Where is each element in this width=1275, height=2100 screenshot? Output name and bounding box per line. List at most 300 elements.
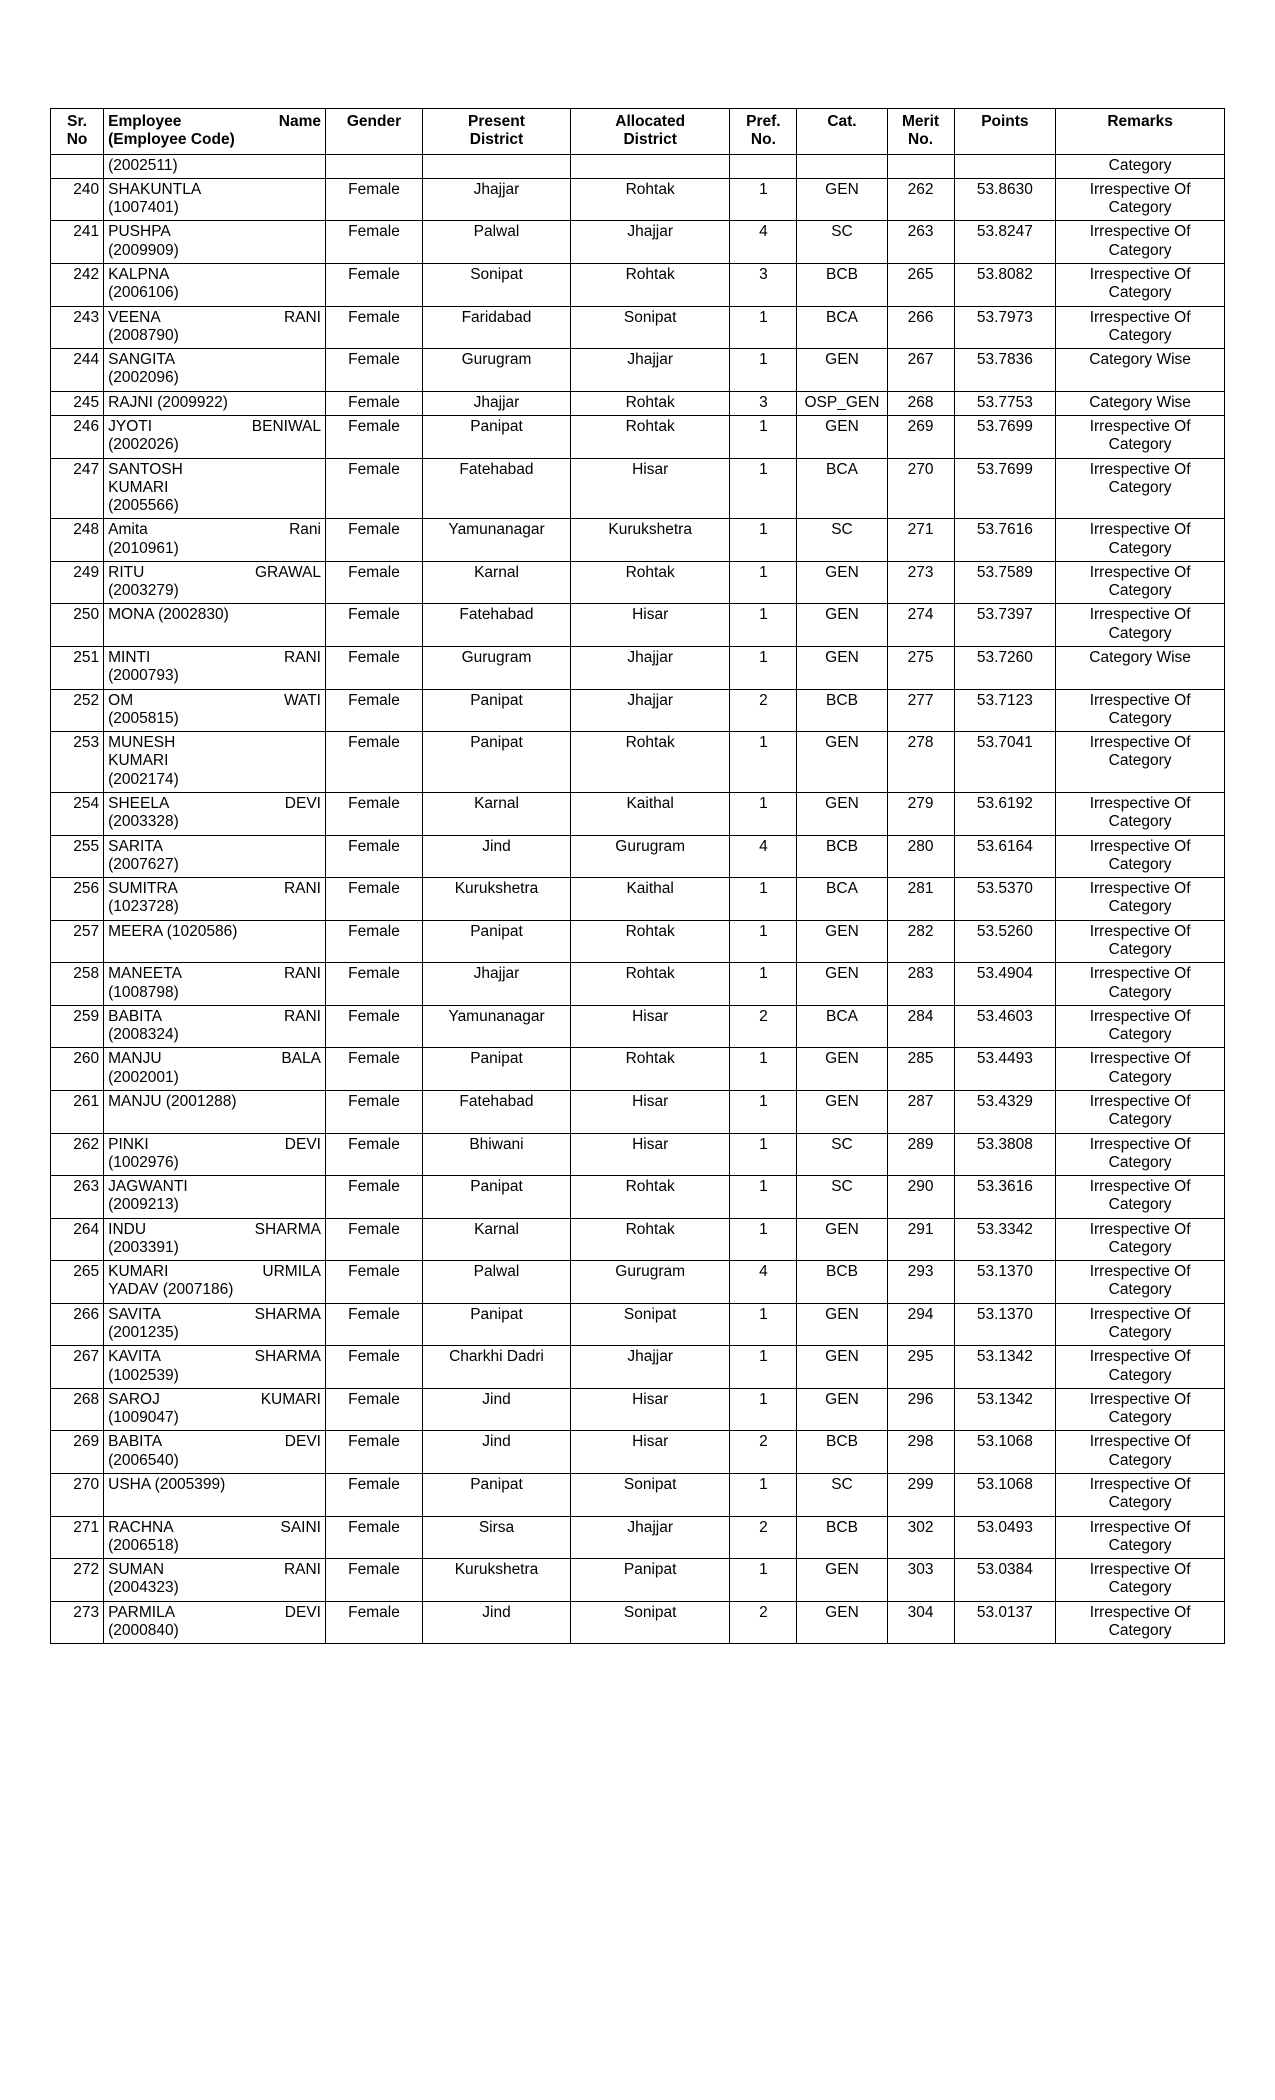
cell-merit-no: 277	[887, 689, 954, 732]
cell-points: 53.8630	[954, 178, 1056, 221]
cell-remarks: Irrespective Of Category	[1056, 689, 1225, 732]
cell-category: GEN	[797, 1346, 887, 1389]
employee-name-line: USHA (2005399)	[108, 1476, 226, 1493]
cell-gender	[325, 154, 422, 178]
cell-merit-no: 282	[887, 920, 954, 963]
cell-employee-name	[104, 878, 326, 921]
cell-sr-no: 262	[51, 1133, 104, 1176]
cell-merit-no: 267	[887, 349, 954, 392]
cell-present-district: Jhajjar	[423, 963, 571, 1006]
table-row	[51, 263, 1225, 306]
cell-employee-name	[104, 306, 326, 349]
cell-sr-no: 242	[51, 263, 104, 306]
cell-pref-no: 1	[730, 306, 797, 349]
cell-sr-no: 249	[51, 561, 104, 604]
table-header	[51, 109, 1225, 155]
cell-gender: Female	[325, 1048, 422, 1091]
cell-employee-name	[104, 458, 326, 519]
cell-employee-name	[104, 1601, 326, 1644]
cell-pref-no: 1	[730, 458, 797, 519]
cell-category: GEN	[797, 1048, 887, 1091]
cell-gender: Female	[325, 1303, 422, 1346]
cell-present-district: Sirsa	[423, 1516, 571, 1559]
cell-present-district	[423, 154, 571, 178]
cell-remarks: Irrespective Of Category	[1056, 263, 1225, 306]
cell-gender: Female	[325, 1176, 422, 1219]
cell-points: 53.7973	[954, 306, 1056, 349]
cell-remarks: Irrespective Of Category	[1056, 1346, 1225, 1389]
employee-code: (2005566)	[108, 497, 179, 515]
cell-remarks: Irrespective Of Category	[1056, 1303, 1225, 1346]
table-row	[51, 1474, 1225, 1517]
cell-merit-no: 270	[887, 458, 954, 519]
column-header-merit-no	[887, 109, 954, 155]
cell-allocated-district: Hisar	[570, 1133, 729, 1176]
table-row	[51, 920, 1225, 963]
cell-remarks: Irrespective Of Category	[1056, 519, 1225, 562]
cell-pref-no: 1	[730, 1133, 797, 1176]
cell-present-district: Jind	[423, 1431, 571, 1474]
cell-allocated-district: Rohtak	[570, 963, 729, 1006]
cell-employee-name	[104, 178, 326, 221]
cell-pref-no: 3	[730, 391, 797, 415]
employee-name-line: SARITA	[108, 837, 163, 855]
cell-gender: Female	[325, 349, 422, 392]
cell-allocated-district: Jhajjar	[570, 1346, 729, 1389]
cell-gender: Female	[325, 689, 422, 732]
cell-employee-name	[104, 1218, 326, 1261]
employee-name-line: MANEETA RANI	[108, 965, 321, 983]
cell-allocated-district: Gurugram	[570, 835, 729, 878]
cell-allocated-district: Panipat	[570, 1559, 729, 1602]
cell-points: 53.3342	[954, 1218, 1056, 1261]
cell-allocated-district: Hisar	[570, 1431, 729, 1474]
cell-gender: Female	[325, 1005, 422, 1048]
cell-points: 53.1068	[954, 1474, 1056, 1517]
cell-category: BCA	[797, 458, 887, 519]
employee-code: (2003279)	[108, 582, 179, 600]
cell-remarks: Category Wise	[1056, 391, 1225, 415]
employee-code: (2002174)	[108, 770, 179, 788]
cell-sr-no: 270	[51, 1474, 104, 1517]
cell-category: GEN	[797, 604, 887, 647]
table-row	[51, 1218, 1225, 1261]
cell-points: 53.0137	[954, 1601, 1056, 1644]
cell-gender: Female	[325, 306, 422, 349]
employee-code: (1007401)	[108, 199, 179, 217]
cell-category: SC	[797, 1474, 887, 1517]
cell-gender: Female	[325, 793, 422, 836]
cell-category: BCA	[797, 878, 887, 921]
cell-sr-no: 264	[51, 1218, 104, 1261]
cell-gender: Female	[325, 604, 422, 647]
header-line-1: Cat.	[827, 113, 857, 130]
cell-points: 53.7699	[954, 458, 1056, 519]
employee-name-line: MUNESH	[108, 734, 176, 752]
cell-gender: Female	[325, 1133, 422, 1176]
table-row	[51, 306, 1225, 349]
cell-remarks: Irrespective Of Category	[1056, 415, 1225, 458]
cell-employee-name	[104, 1559, 326, 1602]
cell-points: 53.7589	[954, 561, 1056, 604]
cell-category: SC	[797, 519, 887, 562]
cell-merit-no	[887, 154, 954, 178]
cell-allocated-district: Hisar	[570, 1388, 729, 1431]
cell-remarks: Irrespective Of Category	[1056, 963, 1225, 1006]
cell-gender: Female	[325, 963, 422, 1006]
cell-pref-no: 1	[730, 1048, 797, 1091]
cell-merit-no: 291	[887, 1218, 954, 1261]
cell-gender: Female	[325, 1431, 422, 1474]
cell-allocated-district: Rohtak	[570, 1218, 729, 1261]
cell-points: 53.4904	[954, 963, 1056, 1006]
cell-employee-name	[104, 963, 326, 1006]
cell-present-district: Jind	[423, 835, 571, 878]
cell-merit-no: 293	[887, 1261, 954, 1304]
cell-pref-no: 1	[730, 1559, 797, 1602]
cell-pref-no: 1	[730, 349, 797, 392]
table-row	[51, 604, 1225, 647]
cell-employee-name	[104, 689, 326, 732]
cell-merit-no: 279	[887, 793, 954, 836]
cell-allocated-district: Sonipat	[570, 1303, 729, 1346]
cell-employee-name	[104, 391, 326, 415]
cell-employee-name	[104, 349, 326, 392]
header-line-1: Points	[981, 113, 1029, 130]
employee-name-line: BABITA DEVI	[108, 1433, 321, 1451]
cell-present-district: Karnal	[423, 1218, 571, 1261]
cell-points: 53.1342	[954, 1346, 1056, 1389]
cell-sr-no: 243	[51, 306, 104, 349]
column-header-present-district	[423, 109, 571, 155]
cell-points: 53.7260	[954, 647, 1056, 690]
employee-name-line: PARMILA DEVI	[108, 1603, 321, 1621]
cell-pref-no: 4	[730, 835, 797, 878]
cell-merit-no: 266	[887, 306, 954, 349]
column-header-allocated-district	[570, 109, 729, 155]
employee-code: YADAV (2007186)	[108, 1281, 234, 1299]
cell-category: BCA	[797, 306, 887, 349]
cell-employee-name	[104, 835, 326, 878]
cell-points: 53.1370	[954, 1261, 1056, 1304]
cell-present-district: Gurugram	[423, 647, 571, 690]
cell-present-district: Jhajjar	[423, 391, 571, 415]
table-row	[51, 458, 1225, 519]
cell-remarks: Irrespective Of Category	[1056, 561, 1225, 604]
table-row	[51, 1388, 1225, 1431]
column-header-employee-name	[104, 109, 326, 155]
cell-pref-no: 3	[730, 263, 797, 306]
cell-allocated-district: Hisar	[570, 1090, 729, 1133]
cell-allocated-district: Rohtak	[570, 561, 729, 604]
cell-gender: Female	[325, 263, 422, 306]
employee-name-line: JAGWANTI	[108, 1178, 188, 1196]
cell-remarks: Irrespective Of Category	[1056, 1176, 1225, 1219]
column-header-points	[954, 109, 1056, 155]
cell-present-district: Panipat	[423, 1303, 571, 1346]
employee-allocation-table	[50, 108, 1225, 1644]
cell-category: BCB	[797, 1516, 887, 1559]
employee-code: (2009909)	[108, 241, 179, 259]
cell-employee-name	[104, 1388, 326, 1431]
cell-pref-no: 2	[730, 1431, 797, 1474]
employee-name-line: KUMARI URMILA	[108, 1263, 321, 1281]
cell-sr-no: 257	[51, 920, 104, 963]
cell-pref-no: 1	[730, 561, 797, 604]
table-row	[51, 178, 1225, 221]
cell-allocated-district: Jhajjar	[570, 1516, 729, 1559]
cell-employee-name	[104, 561, 326, 604]
employee-name-line: RACHNA SAINI	[108, 1518, 321, 1536]
cell-category: GEN	[797, 1218, 887, 1261]
cell-sr-no: 269	[51, 1431, 104, 1474]
cell-points: 53.7123	[954, 689, 1056, 732]
cell-allocated-district	[570, 154, 729, 178]
cell-pref-no: 1	[730, 732, 797, 793]
table-row	[51, 519, 1225, 562]
cell-points: 53.1342	[954, 1388, 1056, 1431]
cell-allocated-district: Hisar	[570, 604, 729, 647]
cell-category: BCB	[797, 1431, 887, 1474]
cell-sr-no: 266	[51, 1303, 104, 1346]
cell-allocated-district: Rohtak	[570, 263, 729, 306]
cell-sr-no: 256	[51, 878, 104, 921]
table-row	[51, 1176, 1225, 1219]
cell-present-district: Panipat	[423, 1176, 571, 1219]
cell-sr-no	[51, 154, 104, 178]
cell-present-district: Panipat	[423, 689, 571, 732]
cell-remarks: Irrespective Of Category	[1056, 458, 1225, 519]
cell-points: 53.1370	[954, 1303, 1056, 1346]
column-header-gender	[325, 109, 422, 155]
employee-name-line: SAROJ KUMARI	[108, 1390, 321, 1408]
cell-category: GEN	[797, 920, 887, 963]
cell-merit-no: 285	[887, 1048, 954, 1091]
cell-sr-no: 255	[51, 835, 104, 878]
cell-sr-no: 268	[51, 1388, 104, 1431]
cell-gender: Female	[325, 221, 422, 264]
employee-name-line: PUSHPA	[108, 223, 171, 241]
cell-allocated-district: Kurukshetra	[570, 519, 729, 562]
cell-remarks: Irrespective Of Category	[1056, 1090, 1225, 1133]
cell-allocated-district: Sonipat	[570, 1601, 729, 1644]
cell-employee-name	[104, 1346, 326, 1389]
cell-remarks: Irrespective Of Category	[1056, 178, 1225, 221]
employee-name-line: OM WATI	[108, 691, 321, 709]
cell-employee-name	[104, 732, 326, 793]
cell-points: 53.4603	[954, 1005, 1056, 1048]
cell-merit-no: 274	[887, 604, 954, 647]
cell-gender: Female	[325, 1090, 422, 1133]
cell-sr-no: 265	[51, 1261, 104, 1304]
cell-present-district: Palwal	[423, 221, 571, 264]
cell-points: 53.0384	[954, 1559, 1056, 1602]
cell-points: 53.5370	[954, 878, 1056, 921]
employee-name-line: SUMITRA RANI	[108, 880, 321, 898]
cell-pref-no: 1	[730, 1176, 797, 1219]
table-row-continuation	[51, 154, 1225, 178]
cell-points: 53.1068	[954, 1431, 1056, 1474]
table-row	[51, 1261, 1225, 1304]
cell-remarks: Irrespective Of Category	[1056, 1601, 1225, 1644]
table-row	[51, 732, 1225, 793]
cell-merit-no: 278	[887, 732, 954, 793]
cell-sr-no: 259	[51, 1005, 104, 1048]
cell-present-district: Panipat	[423, 1474, 571, 1517]
cell-employee-name	[104, 221, 326, 264]
cell-remarks: Irrespective Of Category	[1056, 793, 1225, 836]
cell-allocated-district: Jhajjar	[570, 349, 729, 392]
cell-category: GEN	[797, 793, 887, 836]
cell-category: GEN	[797, 1090, 887, 1133]
cell-gender: Female	[325, 1559, 422, 1602]
cell-remarks: Irrespective Of Category	[1056, 1474, 1225, 1517]
cell-sr-no: 245	[51, 391, 104, 415]
cell-pref-no: 1	[730, 1388, 797, 1431]
table-row	[51, 793, 1225, 836]
cell-pref-no: 1	[730, 1090, 797, 1133]
employee-code: (2007627)	[108, 855, 179, 873]
cell-pref-no	[730, 154, 797, 178]
cell-merit-no: 271	[887, 519, 954, 562]
header-line-1: Remarks	[1107, 113, 1173, 130]
cell-pref-no: 1	[730, 920, 797, 963]
cell-pref-no: 1	[730, 647, 797, 690]
employee-code: (1008798)	[108, 983, 179, 1001]
table-row	[51, 1005, 1225, 1048]
header-line-1: Merit	[902, 113, 940, 130]
cell-merit-no: 269	[887, 415, 954, 458]
cell-merit-no: 284	[887, 1005, 954, 1048]
table-row	[51, 1601, 1225, 1644]
cell-present-district: Fatehabad	[423, 604, 571, 647]
employee-name-line: RITU GRAWAL	[108, 563, 321, 581]
column-header-cat	[797, 109, 887, 155]
cell-points: 53.0493	[954, 1516, 1056, 1559]
table-row	[51, 878, 1225, 921]
table-row	[51, 1090, 1225, 1133]
cell-present-district: Faridabad	[423, 306, 571, 349]
cell-sr-no: 271	[51, 1516, 104, 1559]
employee-name-line: SHEELA DEVI	[108, 795, 321, 812]
cell-sr-no: 251	[51, 647, 104, 690]
employee-name-line: KALPNA	[108, 265, 170, 283]
cell-merit-no: 287	[887, 1090, 954, 1133]
cell-sr-no: 250	[51, 604, 104, 647]
cell-allocated-district: Sonipat	[570, 306, 729, 349]
employee-name-line: SANGITA	[108, 351, 176, 369]
cell-sr-no: 267	[51, 1346, 104, 1389]
cell-points: 53.7616	[954, 519, 1056, 562]
cell-allocated-district: Jhajjar	[570, 689, 729, 732]
cell-category	[797, 154, 887, 178]
cell-gender: Female	[325, 835, 422, 878]
cell-points: 53.7836	[954, 349, 1056, 392]
cell-employee-name	[104, 1005, 326, 1048]
table-row	[51, 1048, 1225, 1091]
cell-merit-no: 265	[887, 263, 954, 306]
header-line-1: Employee Name	[108, 113, 321, 130]
cell-sr-no: 254	[51, 793, 104, 836]
cell-merit-no: 294	[887, 1303, 954, 1346]
employee-code: (2006518)	[108, 1536, 179, 1554]
cell-remarks: Irrespective Of Category	[1056, 835, 1225, 878]
cell-employee-name	[104, 519, 326, 562]
cell-present-district: Fatehabad	[423, 1090, 571, 1133]
employee-name-line: RAJNI (2009922)	[108, 393, 228, 411]
header-line-1: Pref.	[746, 113, 781, 130]
cell-category: BCB	[797, 689, 887, 732]
header-line-2: District	[469, 131, 524, 149]
cell-employee-name	[104, 1090, 326, 1133]
cell-allocated-district: Rohtak	[570, 1176, 729, 1219]
cell-points: 53.7753	[954, 391, 1056, 415]
cell-category: OSP_GEN	[797, 391, 887, 415]
cell-merit-no: 283	[887, 963, 954, 1006]
employee-code: (2002001)	[108, 1068, 179, 1086]
cell-remarks: Irrespective Of Category	[1056, 1388, 1225, 1431]
cell-allocated-district: Rohtak	[570, 732, 729, 793]
table-row	[51, 1303, 1225, 1346]
cell-merit-no: 304	[887, 1601, 954, 1644]
column-header-remarks	[1056, 109, 1225, 155]
employee-code: (2002511)	[108, 156, 178, 174]
cell-category: GEN	[797, 349, 887, 392]
cell-merit-no: 290	[887, 1176, 954, 1219]
cell-employee-name	[104, 1176, 326, 1219]
cell-remarks: Irrespective Of Category	[1056, 306, 1225, 349]
cell-category: GEN	[797, 178, 887, 221]
employee-name-line: Amita Rani	[108, 521, 321, 539]
employee-code: (1023728)	[108, 898, 179, 916]
cell-sr-no: 263	[51, 1176, 104, 1219]
cell-pref-no: 1	[730, 519, 797, 562]
cell-remarks: Irrespective Of Category	[1056, 1133, 1225, 1176]
cell-present-district: Jind	[423, 1388, 571, 1431]
employee-code: (2000840)	[108, 1621, 179, 1639]
cell-sr-no: 273	[51, 1601, 104, 1644]
employee-code: (2006540)	[108, 1451, 179, 1469]
employee-name-line: VEENA RANI	[108, 308, 321, 326]
cell-pref-no: 1	[730, 1218, 797, 1261]
cell-category: SC	[797, 1176, 887, 1219]
cell-employee-name	[104, 1431, 326, 1474]
cell-present-district: Gurugram	[423, 349, 571, 392]
cell-merit-no: 295	[887, 1346, 954, 1389]
employee-code: (2009213)	[108, 1196, 179, 1214]
header-line-2: No.	[750, 131, 776, 149]
employee-name-line: MINTI RANI	[108, 649, 321, 667]
employee-code: (2005815)	[108, 709, 179, 727]
cell-sr-no: 248	[51, 519, 104, 562]
cell-category: GEN	[797, 963, 887, 1006]
employee-name-line: SHAKUNTLA	[108, 180, 202, 198]
cell-employee-name	[104, 1133, 326, 1176]
cell-gender: Female	[325, 732, 422, 793]
employee-name-line: INDU SHARMA	[108, 1220, 321, 1238]
table-row	[51, 835, 1225, 878]
cell-merit-no: 268	[887, 391, 954, 415]
cell-pref-no: 2	[730, 689, 797, 732]
cell-allocated-district: Hisar	[570, 458, 729, 519]
cell-employee-name	[104, 604, 326, 647]
cell-remarks: Irrespective Of Category	[1056, 1005, 1225, 1048]
cell-sr-no: 258	[51, 963, 104, 1006]
cell-present-district: Karnal	[423, 561, 571, 604]
cell-merit-no: 263	[887, 221, 954, 264]
cell-gender: Female	[325, 178, 422, 221]
header-line-1: Sr.	[67, 113, 87, 130]
